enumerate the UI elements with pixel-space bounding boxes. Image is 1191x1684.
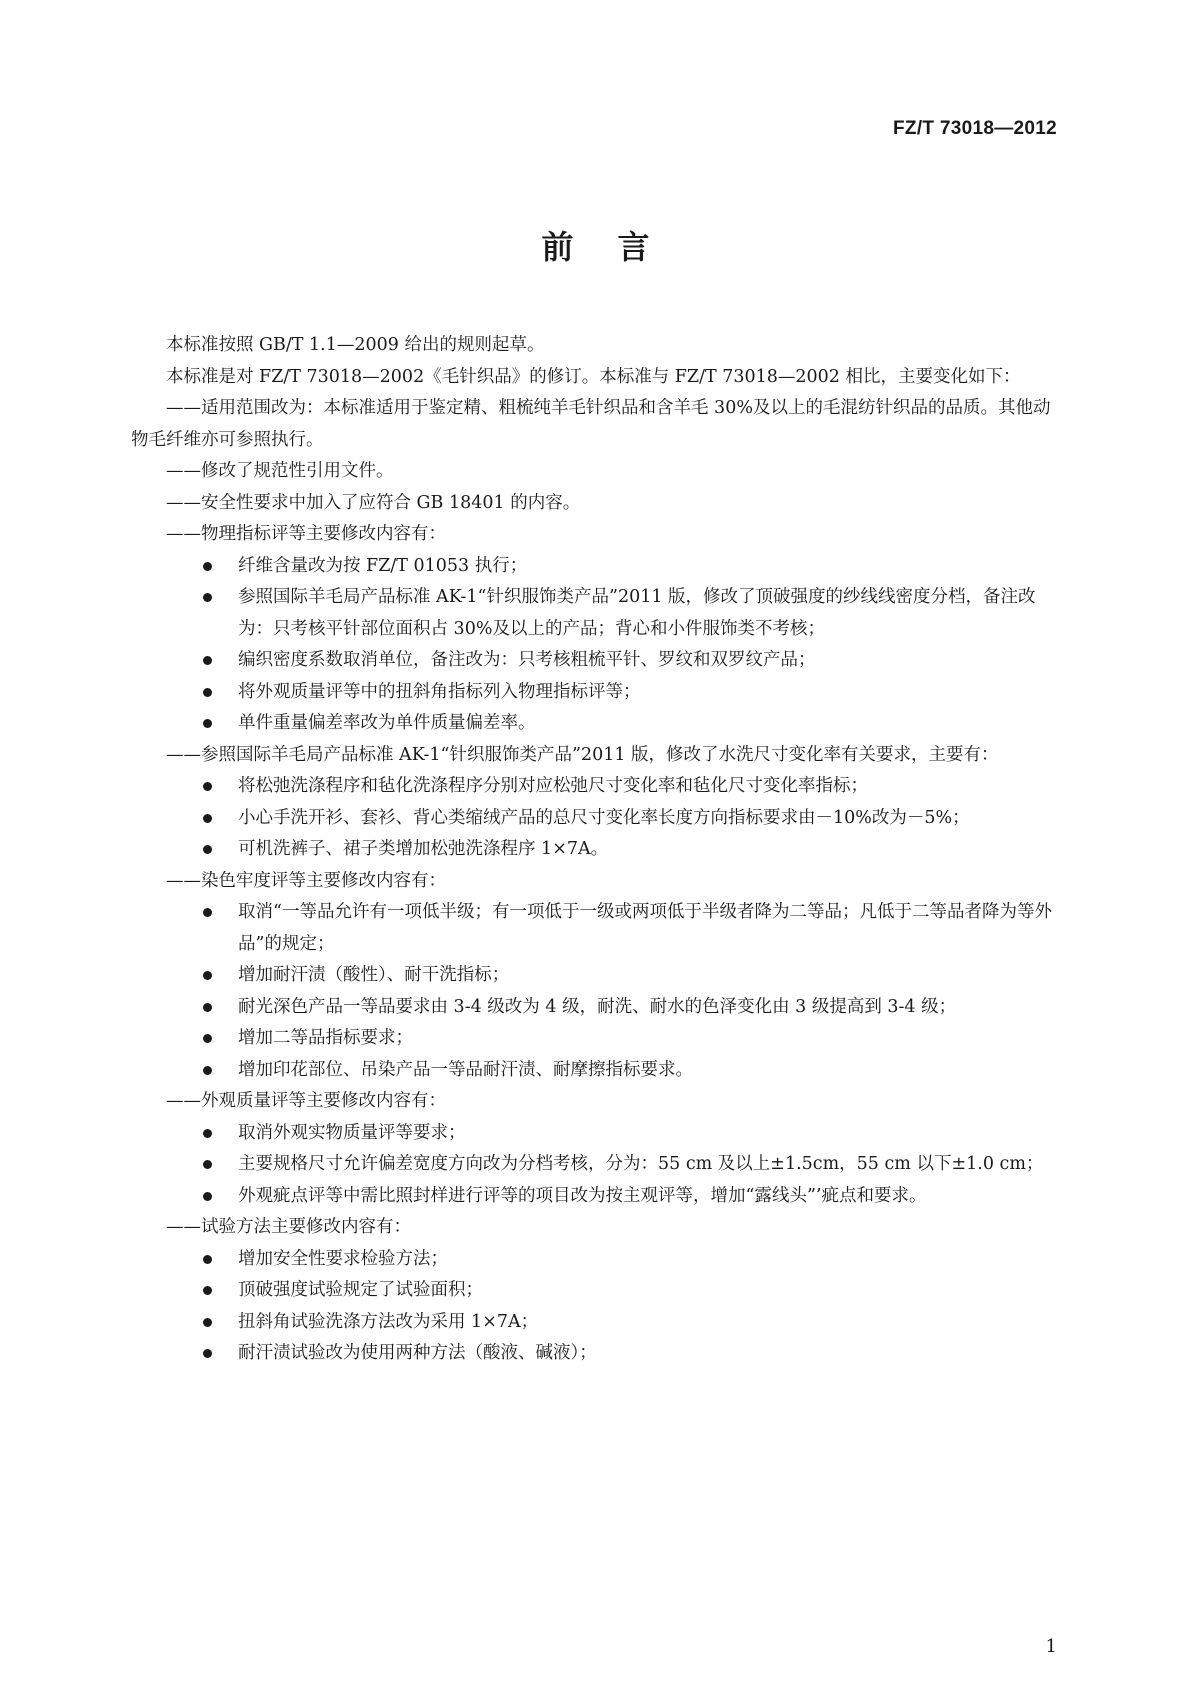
- intro-paragraph: 本标准是对 FZ/T 73018—2002《毛针织品》的修订。本标准与 FZ/T 73018—2002 相比，主要变化如下：: [166, 366, 1021, 387]
- bullet-icon: [203, 1349, 212, 1358]
- colorfastness-bullet-list: [131, 897, 1060, 1086]
- list-item: 外观疵点评等中需比照封样进行评等的项目改为按主观评等，增加“露线头”’疵点和要求。: [131, 1181, 1060, 1213]
- list-item: 单件重量偏差率改为单件质量偏差率。: [131, 708, 1060, 740]
- intro-paragraph: 本标准按照 GB/T 1.1—2009 给出的规则起草。: [166, 335, 545, 355]
- change-item: ——安全性要求中加入了应符合 GB 18401 的内容。: [166, 492, 581, 513]
- bullet-icon: [203, 782, 212, 791]
- bullet-icon: [203, 1003, 212, 1012]
- list-item: 将松弛洗涤程序和毡化洗涤程序分别对应松弛尺寸变化率和毡化尺寸变化率指标；: [131, 771, 1060, 803]
- list-item: 参照国际羊毛局产品标准 AK-1“针织服饰类产品”2011 版，修改了顶破强度的纱线线密度分档，备注改为：只考核平针部位面积占 30%及以上的产品；背心和小件服饰类不考核；: [131, 582, 1060, 645]
- bullet-icon: [203, 814, 212, 823]
- list-item: 增加印花部位、吊染产品一等品耐汗渍、耐摩擦指标要求。: [131, 1055, 1060, 1087]
- change-item: ——修改了规范性引用文件。: [166, 461, 394, 481]
- bullet-icon: [203, 1160, 212, 1169]
- list-item: 增加耐汗渍（酸性）、耐干洗指标；: [131, 960, 1060, 992]
- page-number: 1: [1045, 1636, 1057, 1657]
- page-title: 前言: [541, 228, 694, 266]
- bullet-icon: [203, 1318, 212, 1327]
- bullet-icon: [203, 562, 212, 571]
- change-item: ——外观质量评等主要修改内容有：: [166, 1091, 446, 1111]
- washing-bullet-list: [131, 771, 1060, 866]
- bullet-icon: [203, 656, 212, 665]
- appearance-bullet-list: [131, 1118, 1060, 1213]
- bullet-icon: [203, 971, 212, 980]
- list-item: 增加二等品指标要求；: [131, 1023, 1060, 1055]
- list-item: 增加安全性要求检验方法；: [131, 1244, 1060, 1276]
- bullet-icon: [203, 1129, 212, 1138]
- bullet-icon: [203, 719, 212, 728]
- change-item: ——参照国际羊毛局产品标准 AK-1“针织服饰类产品”2011 版，修改了水洗尺寸变化率有关要求，主要有：: [166, 744, 999, 765]
- list-item: 小心手洗开衫、套衫、背心类缩绒产品的总尺寸变化率长度方向指标要求由－10%改为－5%；: [131, 803, 1060, 835]
- bullet-icon: [203, 593, 212, 602]
- change-item: ——物理指标评等主要修改内容有：: [166, 524, 446, 544]
- bullet-icon: [203, 688, 212, 697]
- change-item: ——适用范围改为：本标准适用于鉴定精、粗梳纯羊毛针织品和含羊毛 30%及以上的毛混纺针织品的品质。其他动物毛纤维亦可参照执行。: [131, 398, 1051, 450]
- bullet-icon: [203, 1286, 212, 1295]
- physical-bullet-list: [131, 551, 1060, 740]
- list-item: 取消“一等品允许有一项低半级；有一项低于一级或两项低于半级者降为二等品；凡低于二等品者降为等外品”的规定；: [131, 897, 1060, 960]
- list-item: 可机洗裤子、裙子类增加松弛洗涤程序 1×7A。: [131, 834, 1060, 866]
- list-item: 取消外观实物质量评等要求；: [131, 1118, 1060, 1150]
- change-item: ——试验方法主要修改内容有：: [166, 1217, 411, 1237]
- list-item: 纤维含量改为按 FZ/T 01053 执行；: [131, 551, 1060, 583]
- bullet-icon: [203, 1255, 212, 1264]
- standard-code: FZ/T 73018—2012: [893, 118, 1057, 139]
- change-item: ——染色牢度评等主要修改内容有：: [166, 870, 446, 891]
- bullet-icon: [203, 845, 212, 854]
- list-item: 顶破强度试验规定了试验面积；: [131, 1275, 1060, 1307]
- list-item: 扭斜角试验洗涤方法改为采用 1×7A；: [131, 1307, 1060, 1339]
- test-methods-bullet-list: [131, 1244, 1060, 1370]
- bullet-icon: [203, 908, 212, 917]
- list-item: 将外观质量评等中的扭斜角指标列入物理指标评等；: [131, 677, 1060, 709]
- foreword-body: [131, 330, 1060, 1370]
- bullet-icon: [203, 1034, 212, 1043]
- bullet-icon: [203, 1066, 212, 1075]
- list-item: 耐光深色产品一等品要求由 3-4 级改为 4 级，耐洗、耐水的色泽变化由 3 级提高到 3-4 级；: [131, 992, 1060, 1024]
- list-item: 主要规格尺寸允许偏差宽度方向改为分档考核，分为：55 cm 及以上±1.5cm，55 cm 以下±1.0 cm；: [131, 1149, 1060, 1181]
- list-item: 耐汗渍试验改为使用两种方法（酸液、碱液）；: [131, 1338, 1060, 1370]
- bullet-icon: [203, 1192, 212, 1201]
- list-item: 编织密度系数取消单位，备注改为：只考核粗梳平针、罗纹和双罗纹产品；: [131, 645, 1060, 677]
